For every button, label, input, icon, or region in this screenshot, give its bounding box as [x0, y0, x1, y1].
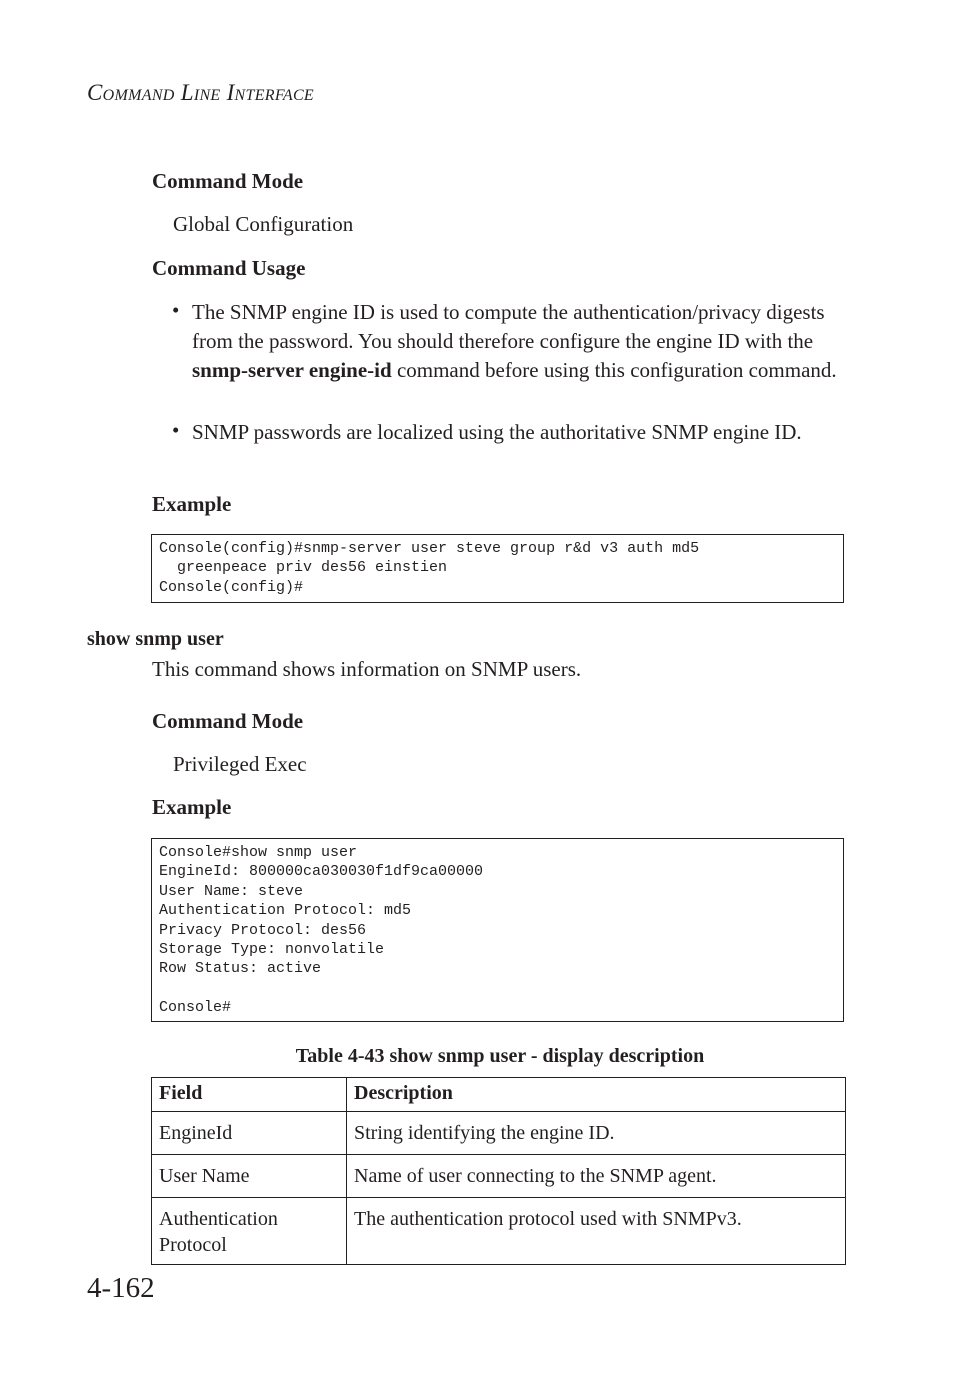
- usage-bullet: SNMP passwords are localized using the authoritative SNMP engine ID.: [192, 420, 802, 444]
- bullet-mark: •: [172, 418, 180, 442]
- command-description: This command shows information on SNMP users.: [152, 657, 582, 681]
- command-title: show snmp user: [87, 628, 224, 650]
- table-header-row: [152, 1078, 846, 1112]
- table-row: [152, 1155, 846, 1198]
- example-heading: Example: [152, 492, 232, 516]
- description-cell: The authentication protocol used with SNMPv3.: [347, 1198, 846, 1265]
- command-mode-heading: Command Mode: [152, 709, 304, 733]
- description-table: [151, 1077, 846, 1265]
- description-cell: String identifying the engine ID.: [347, 1112, 846, 1155]
- bullet-mark: •: [172, 298, 180, 322]
- field-cell: User Name: [152, 1155, 347, 1198]
- usage-bullet: The SNMP engine ID is used to compute the authentication/privacy digests from the password. You should therefore configure the engine ID with the snmp-server engine-id command before using this configuration command.: [192, 300, 837, 382]
- running-head: COMMAND LINE INTERFACE: [87, 80, 314, 105]
- code-example: Console(config)#snmp-server user steve group r&d v3 auth md5 greenpeace priv des56 einstien Console(config)#: [151, 534, 844, 603]
- field-cell: EngineId: [152, 1112, 347, 1155]
- table-row: [152, 1112, 846, 1155]
- command-mode-value: Privileged Exec: [173, 752, 307, 776]
- description-cell: Name of user connecting to the SNMP agent.: [347, 1155, 846, 1198]
- code-example: Console#show snmp user EngineId: 800000ca030030f1df9ca00000 User Name: steve Authentication Protocol: md5 Privacy Protocol: des56 Storage Type: nonvolatile Row Status: active Console#: [151, 838, 844, 1022]
- field-cell: Authentication Protocol: [152, 1198, 347, 1265]
- command-mode-value: Global Configuration: [173, 212, 354, 236]
- example-heading: Example: [152, 795, 232, 819]
- table-caption: Table 4-43 show snmp user - display description: [295, 1045, 705, 1067]
- command-usage-heading: Command Usage: [152, 256, 306, 280]
- table-row: [152, 1198, 846, 1265]
- page-number: 4-162: [87, 1272, 155, 1304]
- column-header: Description: [347, 1078, 846, 1112]
- command-reference: snmp-server engine-id: [192, 358, 392, 382]
- column-header: Field: [152, 1078, 347, 1112]
- command-mode-heading: Command Mode: [152, 169, 304, 193]
